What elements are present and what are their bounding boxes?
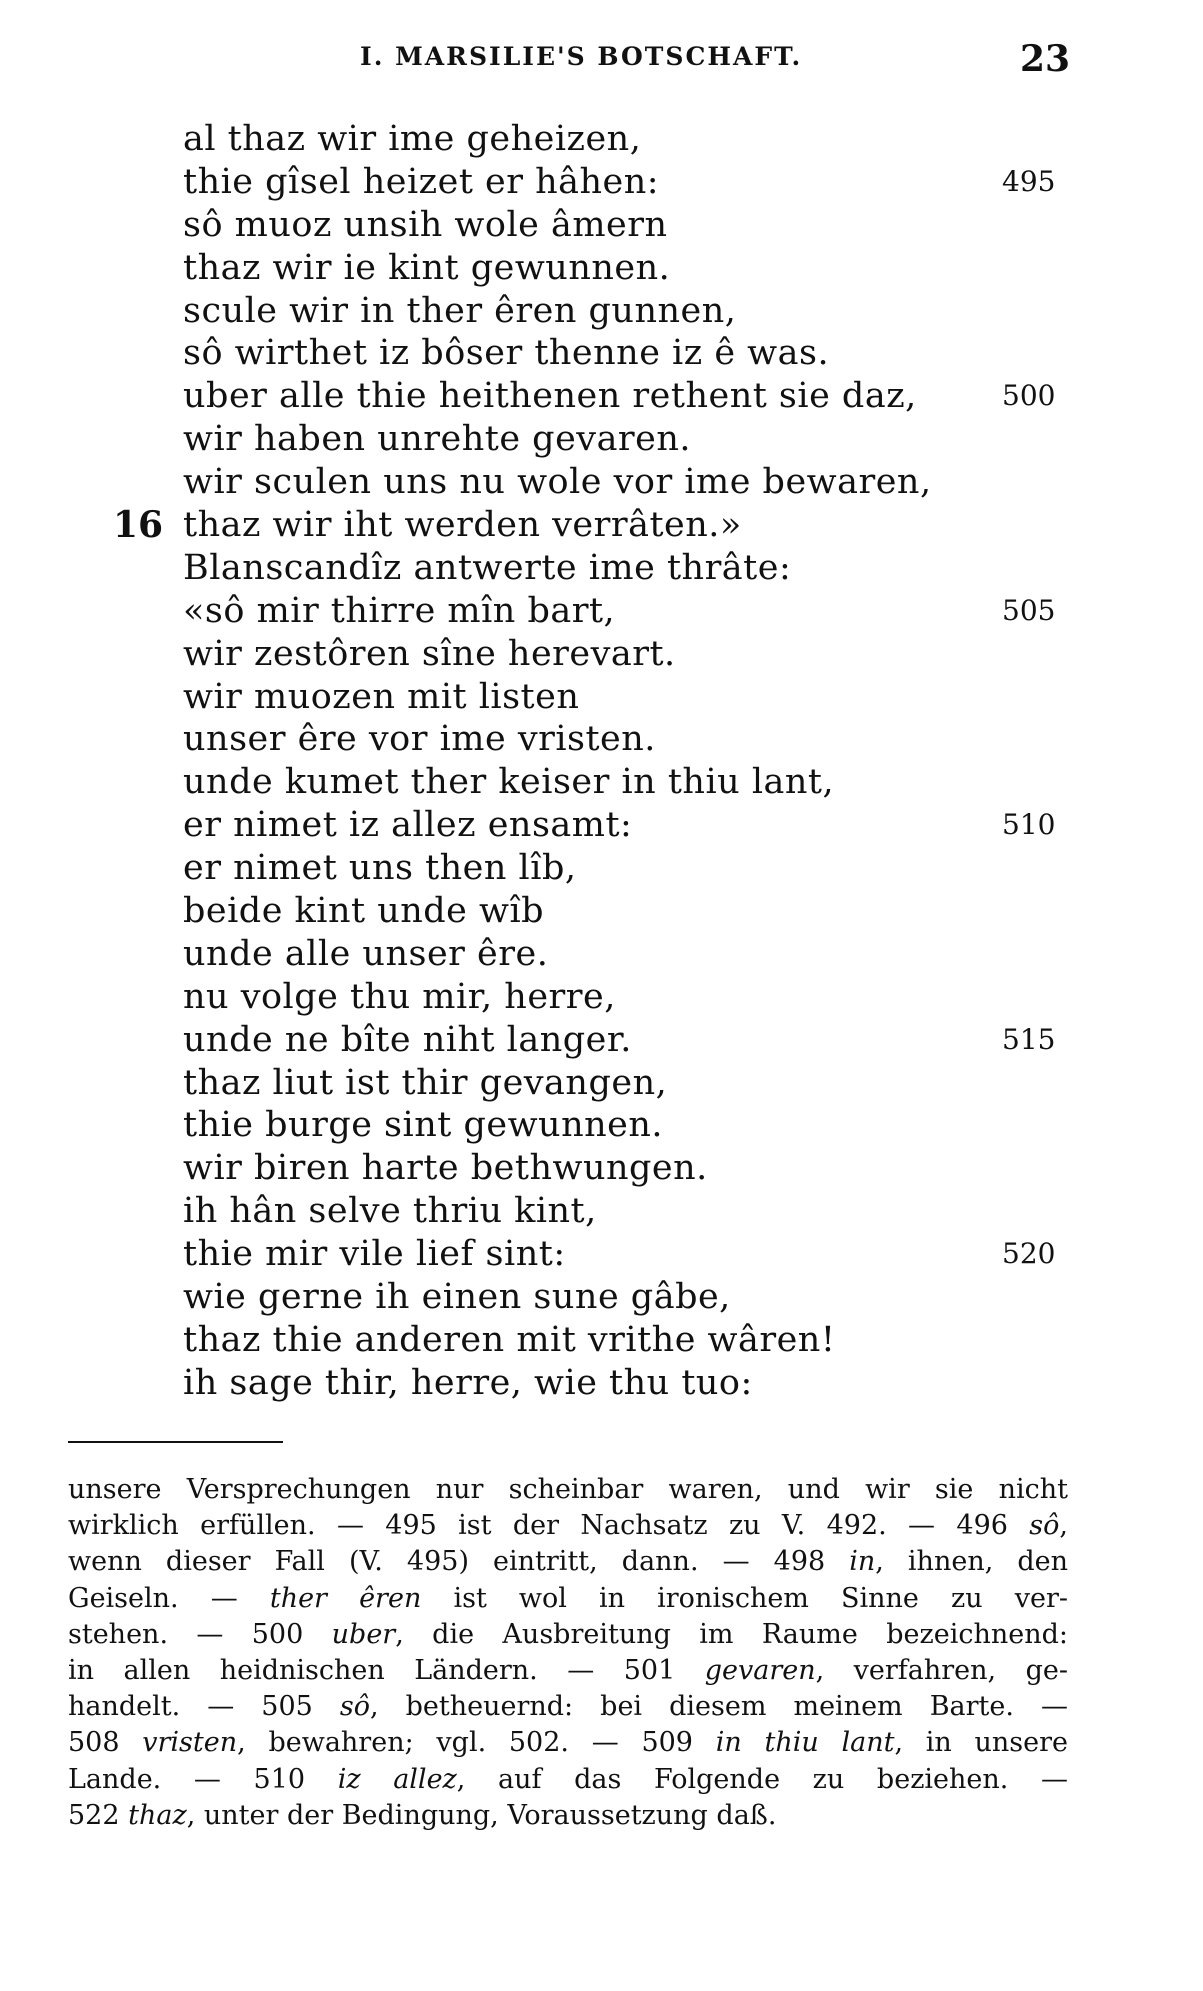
footnote-text: handelt. — 505 xyxy=(68,1691,340,1723)
verse-line xyxy=(0,161,1203,204)
footnote-line xyxy=(68,1653,1068,1689)
footnote-text: 522 xyxy=(68,1799,129,1831)
verse-line xyxy=(0,1233,1203,1276)
verse-text: thaz wir iht werden verrâten.» xyxy=(183,505,742,546)
line-number: 505 xyxy=(1002,593,1056,627)
line-number: 515 xyxy=(1002,1022,1056,1056)
verse-text: thie mir vile lief sint: xyxy=(183,1234,566,1275)
verse-text: ih sage thir, herre, wie thu tuo: xyxy=(183,1362,753,1403)
verse-text: thie gîsel heizet er hâhen: xyxy=(183,161,660,202)
footnote-text: , in unsere xyxy=(894,1727,1068,1759)
verse-line xyxy=(0,418,1203,461)
verse-line xyxy=(0,1104,1203,1147)
footnote-text: , die Ausbreitung im Raume bezeichnend: xyxy=(395,1618,1068,1650)
verse-text: unde ne bîte niht langer. xyxy=(183,1019,632,1060)
section-number: 16 xyxy=(113,504,164,547)
verse-text: al thaz wir ime geheizen, xyxy=(183,119,642,159)
verse-text: er nimet uns then lîb, xyxy=(183,848,577,889)
footnote-text: wirklich erfüllen. — 495 ist der Nachsatz zu V. 492. — 496 xyxy=(68,1510,1030,1542)
line-number: 500 xyxy=(1002,379,1056,413)
footnote-text: , verfahren, ge- xyxy=(815,1654,1068,1686)
verse-text: wir sculen uns nu wole vor ime bewaren, xyxy=(183,462,932,503)
verse-line xyxy=(0,290,1203,333)
verse-line xyxy=(0,890,1203,933)
footnote-text: stehen. — 500 xyxy=(68,1618,332,1650)
footnote-text: unsere Versprechungen nur scheinbar waren, und wir sie nicht xyxy=(68,1474,1068,1505)
verse-text: wir zestôren sîne herevart. xyxy=(183,633,676,674)
footnote-line xyxy=(68,1508,1068,1544)
verse-line xyxy=(0,933,1203,976)
verse-line xyxy=(0,804,1203,847)
footnote-text: ist wol in ironischem Sinne zu ver- xyxy=(421,1582,1068,1614)
verse-line xyxy=(0,1319,1203,1362)
verse-text: Blanscandîz antwerte ime thrâte: xyxy=(183,547,792,588)
verse-line xyxy=(0,247,1203,290)
verse-text: wir biren harte bethwungen. xyxy=(183,1148,708,1189)
verse-text: «sô mir thirre mîn bart, xyxy=(183,590,616,631)
footnote-lemma: uber xyxy=(331,1618,396,1650)
line-number: 495 xyxy=(1002,164,1056,198)
verse-text: scule wir in ther êren gunnen, xyxy=(183,290,737,331)
verse-text: unde kumet ther keiser in thiu lant, xyxy=(183,762,835,803)
footnote-line xyxy=(68,1689,1068,1725)
verse-text: unde alle unser êre. xyxy=(183,933,549,974)
verse-text: thie burge sint gewunnen. xyxy=(183,1105,664,1146)
footnote-text: Lande. — 510 xyxy=(68,1763,338,1795)
footnote-text: , ihnen, den xyxy=(875,1546,1069,1578)
footnotes xyxy=(68,1472,1068,1834)
verse-text: er nimet iz allez ensamt: xyxy=(183,805,633,846)
footnote-line xyxy=(68,1725,1068,1761)
verse-line xyxy=(0,590,1203,633)
footnote-line xyxy=(68,1617,1068,1653)
verse-line xyxy=(0,118,1203,161)
verse-text: wir haben unrehte gevaren. xyxy=(183,419,692,460)
verse-line xyxy=(0,976,1203,1019)
footnote-text: , auf das Folgende zu beziehen. — xyxy=(456,1763,1069,1795)
footnote-text: , unter der Bedingung, Voraussetzung daß. xyxy=(186,1799,777,1831)
footnote-line xyxy=(68,1472,1068,1508)
verse-line xyxy=(0,1276,1203,1319)
verse-text: wir muozen mit listen xyxy=(183,676,580,717)
verse-text: beide kint unde wîb xyxy=(183,891,545,932)
footnote-text: , betheuernd: bei diesem meinem Barte. — xyxy=(369,1691,1068,1723)
verse-line xyxy=(0,547,1203,590)
footnote-lemma: gevaren xyxy=(704,1654,816,1686)
footnote-lemma: sô xyxy=(1029,1510,1060,1542)
footnote-text: , xyxy=(1059,1510,1068,1542)
verse-line xyxy=(0,1362,1203,1405)
verse-text: thaz wir ie kint gewunnen. xyxy=(183,247,671,288)
footnote-text: Geiseln. — xyxy=(68,1582,270,1614)
verse-text: thaz thie anderen mit vrithe wâren! xyxy=(183,1319,836,1360)
footnote-line xyxy=(68,1798,1068,1834)
verse-line xyxy=(0,761,1203,804)
verse-line xyxy=(0,676,1203,719)
footnote-lemma: vristen xyxy=(142,1727,238,1759)
footnote-line xyxy=(68,1762,1068,1798)
verse-text: sô wirthet iz bôser thenne iz ê was. xyxy=(183,333,830,374)
verse-line xyxy=(0,1190,1203,1233)
verse-line xyxy=(0,375,1203,418)
verse-line xyxy=(0,1062,1203,1105)
page-number: 23 xyxy=(1020,38,1071,80)
verse-line xyxy=(0,1147,1203,1190)
verse-line xyxy=(0,204,1203,247)
verse-text: unser êre vor ime vristen. xyxy=(183,719,656,760)
footnote-line xyxy=(68,1581,1068,1617)
verse-line xyxy=(0,633,1203,676)
footnote-lemma: thaz xyxy=(128,1799,187,1831)
footnote-lemma: sô xyxy=(339,1691,370,1723)
verse-text: ih hân selve thriu kint, xyxy=(183,1191,597,1232)
verse-line xyxy=(0,718,1203,761)
verse-line xyxy=(0,332,1203,375)
verse-line xyxy=(0,504,1203,547)
line-number: 520 xyxy=(1002,1237,1056,1271)
footnote-lemma: ther êren xyxy=(269,1582,422,1614)
verse-text: thaz liut ist thir gevangen, xyxy=(183,1062,668,1103)
verse-block xyxy=(0,118,1203,1405)
footnote-lemma: iz allez xyxy=(337,1763,457,1795)
footnote-lemma: in xyxy=(849,1546,876,1578)
verse-line xyxy=(0,847,1203,890)
footnote-text: 508 xyxy=(68,1727,143,1759)
footnote-text: wenn dieser Fall (V. 495) eintritt, dann. — 498 xyxy=(68,1546,850,1578)
verse-text: nu volge thu mir, herre, xyxy=(183,976,616,1017)
verse-text: wie gerne ih einen sune gâbe, xyxy=(183,1277,731,1318)
footnote-line xyxy=(68,1544,1068,1580)
line-number: 510 xyxy=(1002,808,1056,842)
verse-text: sô muoz unsih wole âmern xyxy=(183,204,668,245)
footnote-text: in allen heidnischen Ländern. — 501 xyxy=(68,1654,705,1686)
verse-line xyxy=(0,1019,1203,1062)
verse-line xyxy=(0,461,1203,504)
running-title: I. MARSILIE'S BOTSCHAFT. xyxy=(360,42,803,71)
verse-text: uber alle thie heithenen rethent sie daz, xyxy=(183,376,917,417)
footnote-rule xyxy=(68,1441,283,1443)
footnote-text: , bewahren; vgl. 502. — 509 xyxy=(237,1727,716,1759)
footnote-lemma: in thiu lant xyxy=(715,1727,895,1759)
